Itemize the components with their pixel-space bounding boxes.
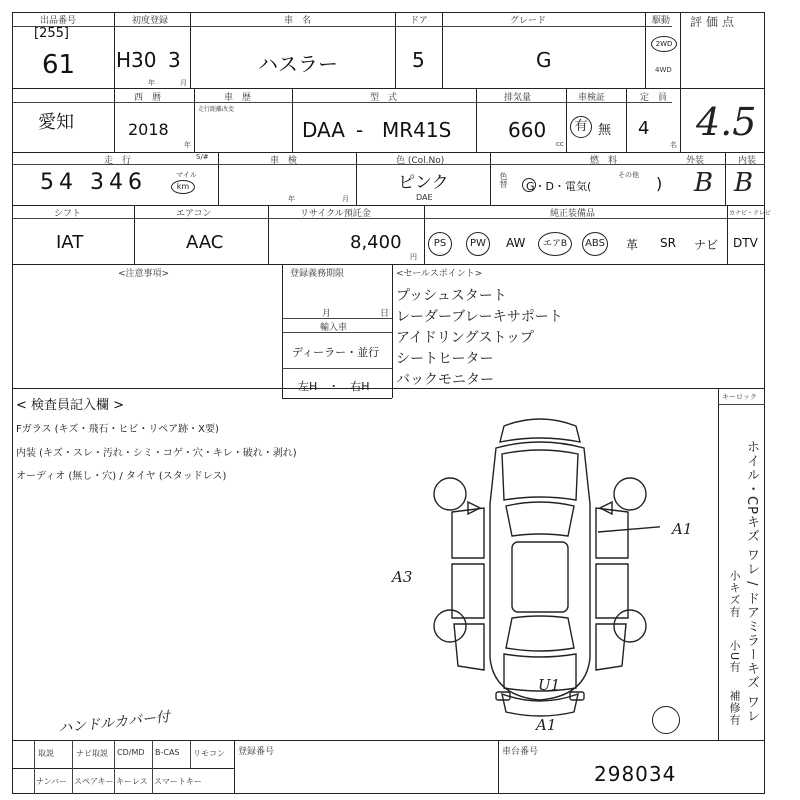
region: 愛知: [38, 112, 74, 133]
reg-number-label: 登録番号: [238, 747, 275, 757]
col-divider: [424, 205, 425, 264]
equip-leather: 革: [626, 238, 639, 252]
col-divider: [718, 388, 719, 740]
mark-a1-right: A1: [672, 520, 693, 538]
shift-label: シフト: [54, 209, 82, 219]
model-year: 2018: [128, 120, 169, 139]
color-code: DAE: [416, 193, 433, 202]
fuel-label: 燃 料: [590, 156, 618, 166]
equip-navi: ナビ: [694, 238, 719, 252]
model-prefix: DAA: [302, 118, 345, 142]
ac-label: エアコン: [176, 209, 212, 219]
equip-ps: PS: [428, 232, 452, 256]
col-divider: [395, 12, 396, 88]
col-divider: [114, 12, 115, 152]
check-item: スマートキー: [154, 777, 202, 786]
displacement-label: 排気量: [504, 93, 532, 103]
first-reg-label: 初度登録: [132, 16, 169, 26]
cell-line: [718, 404, 765, 405]
chassis-label: 車台番号: [502, 747, 539, 757]
repair-marker-circle: [652, 706, 680, 734]
sales-point: レーダーブレーキサポート: [396, 309, 563, 325]
interior-label: 内装: [738, 156, 757, 166]
sales-point: アイドリングストップ: [396, 330, 534, 346]
first-reg-year: H30: [116, 48, 157, 72]
col-divider: [626, 88, 627, 152]
steering-side: 左H ・ 右H: [298, 380, 370, 393]
col-divider: [282, 264, 283, 398]
inspect-month-unit: 月: [342, 195, 349, 203]
caution-label: <注意事項>: [118, 269, 170, 279]
check-item: スペアキー: [74, 777, 114, 786]
col-divider: [114, 740, 115, 794]
col-divider: [645, 12, 646, 88]
interior-grade: B: [734, 168, 754, 198]
grade-label: グレード: [510, 16, 547, 26]
key-lock-label: キーロック: [722, 393, 757, 401]
import-route-label: 輸入車: [320, 323, 348, 333]
label-row-line: [12, 218, 765, 219]
year-suffix: 年: [148, 79, 155, 87]
equip-abs: ABS: [582, 232, 608, 256]
mark-a1-bottom: A1: [536, 716, 557, 734]
inspection-line: オーディオ (無し・穴) / タイヤ (スタッドレス): [16, 471, 227, 482]
sales-label: <セールスポイント>: [396, 269, 483, 279]
side-vertical-text: ホイル・CPキズ ワレ / ドアミラーキズ ワレ: [744, 440, 759, 723]
car-diagram: [420, 408, 660, 728]
grade-value: G: [536, 48, 552, 72]
col-divider: [190, 740, 191, 768]
col-divider: [725, 152, 726, 205]
model-code-label: 型 式: [370, 93, 398, 103]
row-divider: [12, 264, 765, 265]
car-navi-label: カナビ・テレビ: [729, 210, 771, 217]
month-suffix: 月: [180, 79, 187, 87]
lane-number: [255]: [34, 26, 69, 41]
row-divider: [12, 740, 765, 741]
car-name: ハスラー: [258, 52, 338, 76]
mileage-unit-mile: マイル: [176, 171, 197, 179]
row-divider: [12, 205, 765, 206]
label-row-line: [12, 26, 672, 27]
row-divider: [12, 768, 234, 769]
color-change-label: 色替: [499, 172, 508, 188]
displacement: 660: [508, 118, 547, 142]
reg-deadline-label: 登録義務期限: [290, 269, 345, 279]
col-divider: [234, 740, 235, 794]
side-repair: 補修有: [728, 690, 741, 726]
cell-line: [282, 398, 392, 399]
col-divider: [356, 152, 357, 205]
fuel-other: その他: [618, 171, 639, 179]
col-divider: [134, 205, 135, 264]
sales-point: プッシュスタート: [396, 288, 507, 304]
drive-4wd: 4WD: [655, 66, 672, 74]
side-small-u: 小U有: [728, 640, 741, 674]
sales-point: シートヒーター: [396, 351, 494, 367]
sales-point: バックモニター: [396, 372, 494, 388]
drive-label: 駆動: [652, 16, 671, 26]
label-row-line: [12, 102, 672, 103]
cell-line: [282, 318, 392, 319]
mileage-label: 走 行: [104, 156, 132, 166]
exterior-label: 外装: [686, 156, 705, 166]
check-item: リモコン: [193, 749, 225, 758]
equip-label: 純正装備品: [550, 209, 596, 219]
lane-label: 出品番号: [40, 16, 77, 26]
lot-number: 61: [42, 50, 76, 80]
inspection-no: 無: [598, 123, 612, 138]
check-item: B-CAS: [155, 748, 180, 757]
col-divider: [292, 88, 293, 152]
equip-aw: AW: [506, 236, 526, 250]
model-code: MR41S: [382, 118, 452, 142]
col-divider: [34, 740, 35, 794]
side-small-scratch: 小キズ有: [728, 570, 741, 618]
check-item: CD/MD: [117, 748, 145, 757]
col-divider: [72, 740, 73, 794]
capacity-label: 定 員: [640, 93, 668, 103]
equip-airbag: エアB: [538, 232, 572, 256]
color-value: ピンク: [398, 173, 449, 193]
fuel-close: ): [656, 174, 663, 193]
inspect-year-unit: 年: [288, 195, 295, 203]
col-divider: [498, 740, 499, 794]
handwritten-note: ハンドルカバー付: [57, 709, 171, 737]
check-item: ナビ取説: [76, 749, 108, 758]
reg-month: 月: [322, 309, 332, 319]
inspection-title: < 検査員記入欄 >: [16, 398, 125, 413]
shift-value: IAT: [56, 232, 84, 253]
inspection-yes-circle: [570, 116, 592, 138]
mark-u1: U1: [538, 676, 561, 694]
score-label: 評価点: [690, 15, 739, 29]
import-label: 車 歴: [224, 93, 252, 103]
col-divider: [680, 12, 681, 152]
col-divider: [566, 88, 567, 152]
col-divider: [476, 88, 477, 152]
model-year-label: 西 暦: [134, 93, 162, 103]
mileage-unit-km: km: [176, 182, 190, 191]
door-count: 5: [412, 48, 425, 72]
col-divider: [442, 12, 443, 88]
equip-sunroof: SR: [660, 236, 676, 250]
fuel-options: G・D・電気(: [526, 180, 592, 193]
first-reg-month: 3: [168, 48, 181, 72]
model-year-unit: 年: [184, 141, 191, 149]
model-separator: -: [356, 118, 364, 142]
equip-pw: PW: [466, 232, 490, 256]
col-divider: [194, 88, 195, 152]
cell-line: [282, 368, 392, 369]
capacity: 4: [638, 118, 650, 139]
col-divider: [218, 152, 219, 205]
recycle-fee: 8,400: [350, 232, 402, 253]
capacity-unit: 名: [670, 141, 677, 149]
equip-dtv: DTV: [733, 236, 758, 250]
import-sub: 走行距離改変: [198, 106, 235, 113]
drive-2wd-circle: [651, 36, 677, 52]
col-divider: [490, 152, 491, 205]
check-item: ナンバー: [36, 777, 68, 786]
mileage-value: 54 346: [40, 170, 147, 195]
inspection-line: Fガラス (キズ・飛石・ヒビ・リペア跡・X要): [16, 424, 219, 435]
col-divider: [152, 740, 153, 794]
drive-2wd: 2WD: [655, 40, 673, 48]
cc-unit: cc: [556, 140, 564, 148]
color-label: 色 (Col.No): [396, 156, 445, 166]
check-item: 取説: [38, 749, 54, 758]
mark-a3: A3: [392, 568, 413, 586]
door-label: ドア: [410, 16, 428, 26]
inspect-expiry-label: 車 検: [270, 156, 298, 166]
row-divider: [12, 88, 765, 89]
mileage-km-circle: [171, 180, 195, 194]
exterior-grade: B: [694, 168, 714, 198]
row-divider: [12, 388, 765, 389]
inspection-line: 内装 (キズ・スレ・汚れ・シミ・コゲ・穴・キレ・破れ・剥れ): [16, 448, 297, 459]
import-route: ディーラー・並行: [292, 346, 380, 359]
score-value: 4.5: [696, 100, 757, 144]
col-divider: [727, 205, 728, 264]
reg-day: 日: [380, 309, 390, 319]
mileage-small: S/#: [196, 153, 209, 161]
check-item: キーレス: [116, 777, 148, 786]
ac-value: AAC: [186, 232, 224, 253]
inspection-label: 車検証: [578, 93, 606, 103]
yen-unit: 円: [410, 253, 417, 261]
chassis-number: 298034: [594, 762, 677, 786]
recycle-label: リサイクル預託金: [300, 209, 371, 219]
col-divider: [268, 205, 269, 264]
car-name-label: 車 名: [284, 16, 312, 26]
col-divider: [190, 12, 191, 88]
col-divider: [392, 264, 393, 398]
inspection-yes: 有: [574, 119, 588, 134]
